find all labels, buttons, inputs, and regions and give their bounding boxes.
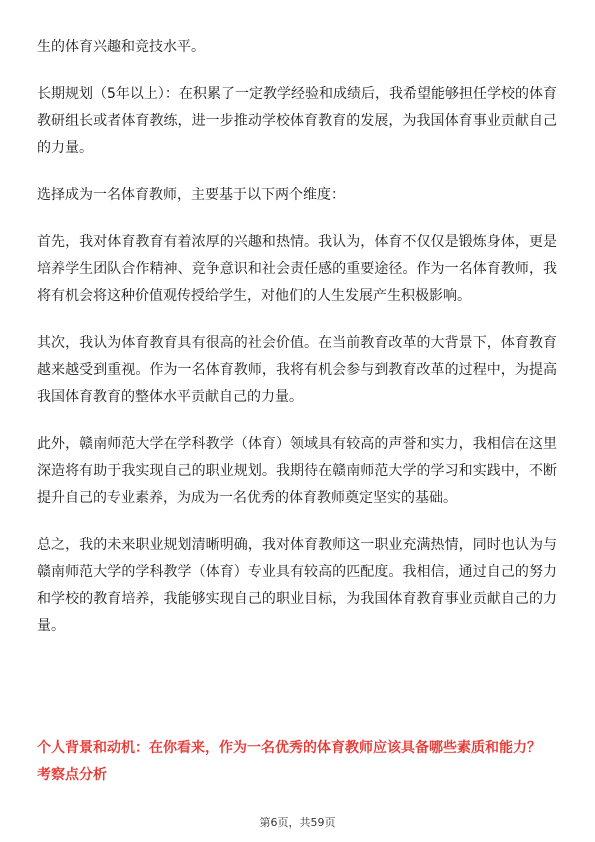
page-number-footer: 第6页，共59页 [259,816,336,829]
paragraph-conclusion: 总之，我的未来职业规划清晰明确，我对体育教师这一职业充满热情，同时也认为与赣南师范大学的学科教学（体育）专业具有较高的匹配度。我相信，通过自己的努力和学校的教育培养，我能够实现自己的职业目标，为我国体育教育事业贡献自己的力量。 [37,537,557,634]
paragraph-long-term-plan: 长期规划（5年以上）：在积累了一定教学经验和成绩后，我希望能够担任学校的体育教研组长或者体育教练，进一步推动学校体育教育的发展，为我国体育事业贡献自己的力量。 [37,86,557,156]
question-text: 个人背景和动机：在你看来，作为一名优秀的体育教师应该具备哪些素质和能力？ [37,740,541,756]
paragraph-first-reason: 首先，我对体育教育有着浓厚的兴趣和热情。我认为，体育不仅仅是锻炼身体，更是培养学生团队合作精神、竞争意识和社会责任感的重要途径。作为一名体育教师，我将有机会将这种价值观传授给学生，对他们的人生发展产生积极影响。 [37,234,557,304]
paragraph-reasons-intro: 选择成为一名体育教师，主要基于以下两个维度： [37,187,345,203]
analysis-heading: 考察点分析 [37,767,107,783]
question-heading [37,735,562,789]
paragraph-second-reason: 其次，我认为体育教育具有很高的社会价值。在当前教育改革的大背景下，体育教育越来越受到重视。作为一名体育教师，我将有机会参与到教育改革的过程中，为提高我国体育教育的整体水平贡献自己的力量。 [37,335,557,405]
paragraph-additional-reason: 此外，赣南师范大学在学科教学（体育）领域具有较高的声誉和实力，我相信在这里深造将有助于我实现自己的职业规划。我期待在赣南师范大学的学习和实践中，不断提升自己的专业素养，为成为一名优秀的体育教师奠定坚实的基础。 [37,436,557,506]
document-body [37,34,557,660]
paragraph-continuation: 生的体育兴趣和竞技水平。 [37,39,205,55]
